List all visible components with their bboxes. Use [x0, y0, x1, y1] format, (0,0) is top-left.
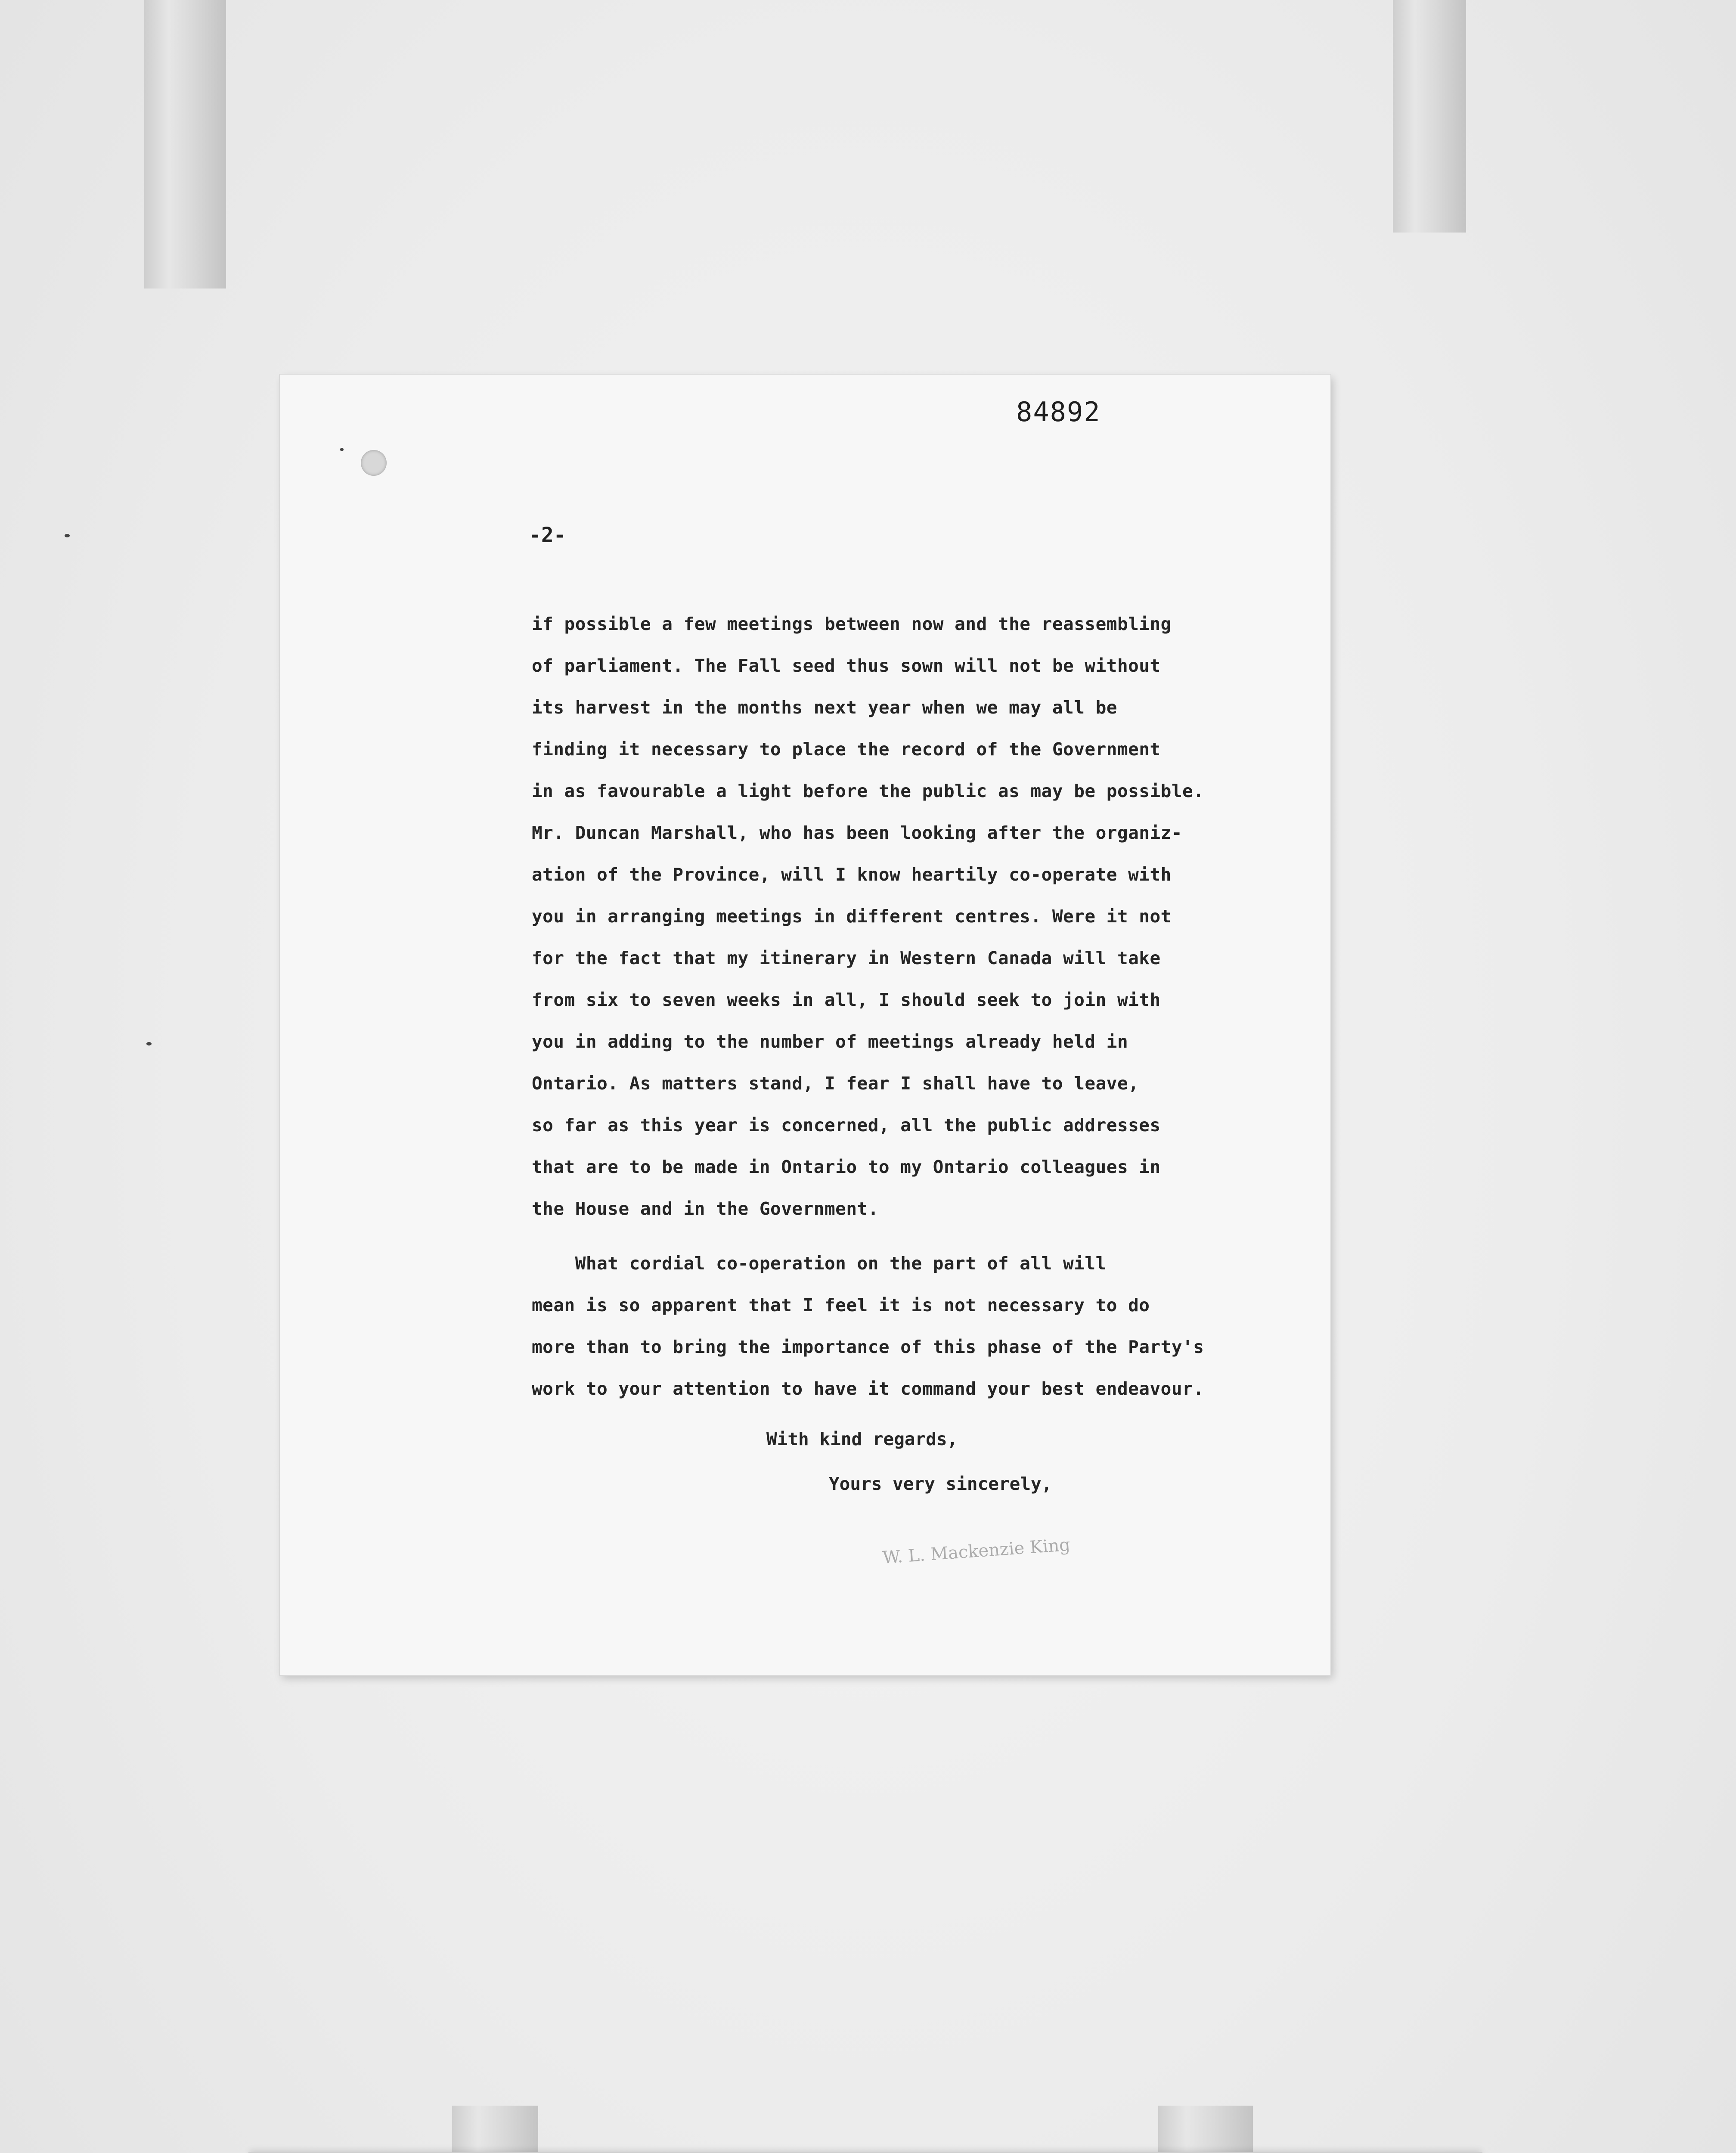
- closing-sign-off: Yours very sincerely,: [829, 1474, 1052, 1494]
- punch-hole: [361, 450, 387, 476]
- letter-body-line: mean is so apparent that I feel it is not necessary to do: [532, 1295, 1150, 1315]
- letter-body-line: more than to bring the importance of this phase of the Party's: [532, 1337, 1204, 1357]
- letter-body-line: work to your attention to have it command your best endeavour.: [532, 1378, 1204, 1399]
- dust-speck: [340, 448, 344, 451]
- letter-page: [280, 375, 1330, 1675]
- letter-body-line: its harvest in the months next year when we may all be: [532, 697, 1117, 718]
- letter-body-line: so far as this year is concerned, all the public addresses: [532, 1115, 1161, 1135]
- mounting-tape: [1393, 0, 1466, 233]
- dust-speck: [65, 534, 70, 537]
- signature-stamp: W. L. Mackenzie King: [882, 1535, 1071, 1568]
- dust-speck: [146, 1042, 152, 1045]
- letter-body-line: for the fact that my itinerary in Western Canada will take: [532, 948, 1161, 968]
- mounting-tape: [452, 2106, 538, 2153]
- letter-body-line: the House and in the Government.: [532, 1198, 879, 1219]
- letter-body-line: finding it necessary to place the record of the Government: [532, 739, 1161, 760]
- mounting-tape: [1158, 2106, 1253, 2153]
- mounting-tape: [144, 0, 226, 289]
- closing-regards: With kind regards,: [766, 1429, 958, 1449]
- letter-body-line: if possible a few meetings between now and the reassembling: [532, 614, 1172, 634]
- letter-body-line: that are to be made in Ontario to my Ontario colleagues in: [532, 1157, 1161, 1177]
- letter-body-line: ation of the Province, will I know heartily co-operate with: [532, 864, 1172, 885]
- letter-body-line: you in arranging meetings in different centres. Were it not: [532, 906, 1172, 927]
- letter-body-line: of parliament. The Fall seed thus sown will not be without: [532, 655, 1161, 676]
- letter-body-line: Mr. Duncan Marshall, who has been looking after the organiz-: [532, 822, 1183, 843]
- document-number: 84892: [1016, 396, 1101, 428]
- letter-body-line: Ontario. As matters stand, I fear I shall have to leave,: [532, 1073, 1139, 1094]
- letter-body-line: What cordial co-operation on the part of all will: [532, 1253, 1107, 1274]
- letter-body-line: you in adding to the number of meetings already held in: [532, 1031, 1128, 1052]
- page-marker: -2-: [529, 523, 566, 547]
- letter-body-line: from six to seven weeks in all, I should seek to join with: [532, 990, 1161, 1010]
- letter-body-line: in as favourable a light before the public as may be possible.: [532, 781, 1204, 801]
